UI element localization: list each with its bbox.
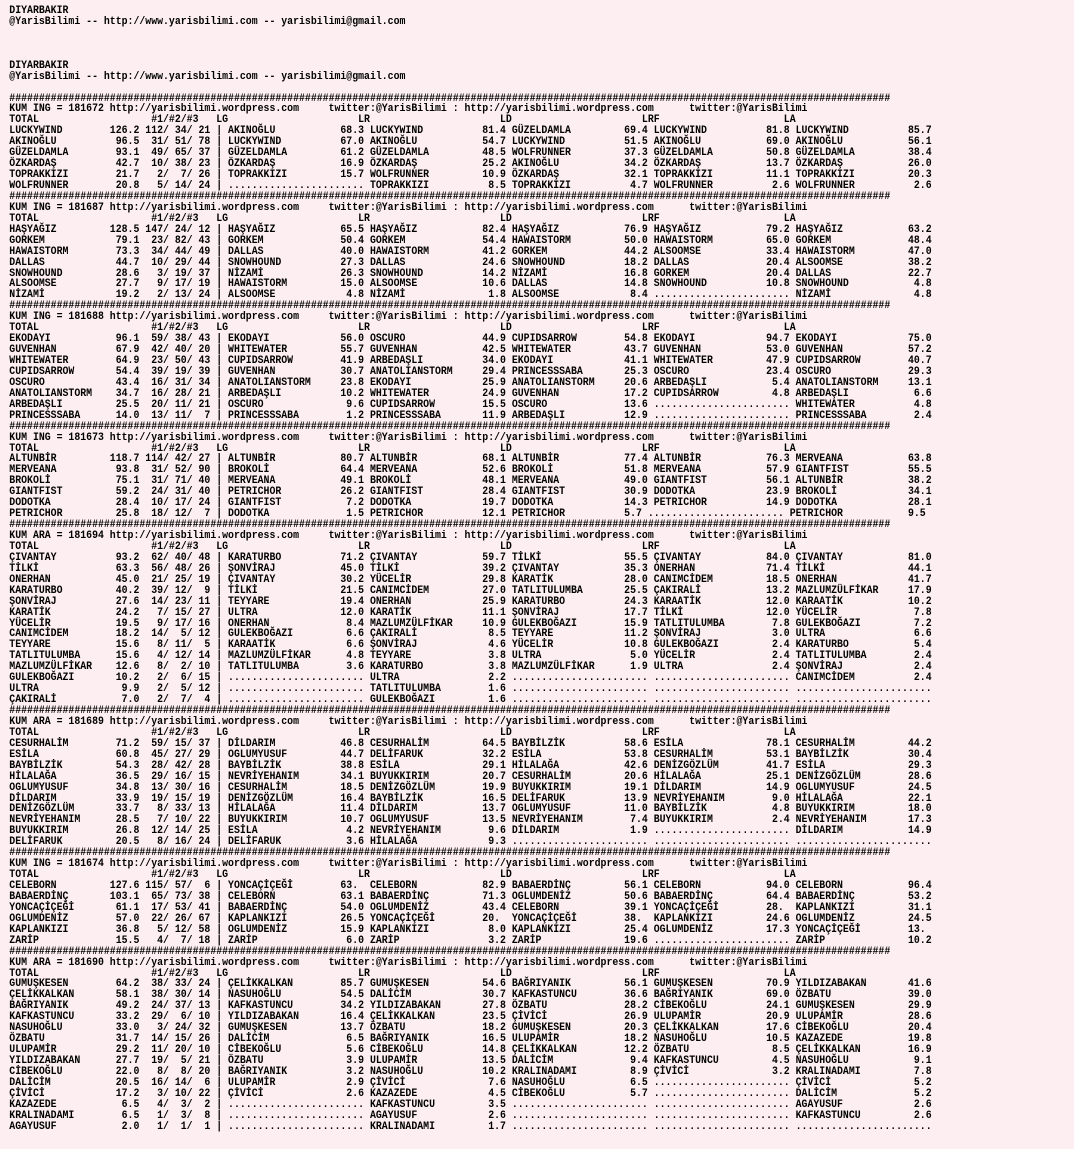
text-line: CESURHALİM 71.2 59/ 15/ 37 | DİLDARIM 46.8 CESURHALİM 64.5 BAYBİLZİK 58.6 ESİLA 78.1 CESURHALİM 44.2 [9,737,932,750]
text-line: KARATİK 24.2 7/ 15/ 27 | ULTRA 12.0 KARATİK 11.1 ŞONVİRAJ 17.7 TİLKİ 12.0 YÜCELİR 7.8 [9,606,932,619]
text-line: KUM ING = 181687 http://yarisbilimi.wordpress.com twitter:@YarisBilimi : http://yarisbilimi.wordpress.com twitter:@YarisBilimi [9,201,808,214]
text-line: HİLALAĞA 36.5 29/ 16/ 15 | NEVRİYEHANIM 34.1 BUYUKKIRIM 20.7 CESURHALİM 20.6 HİLALAĞA 25.1 DENİZGÖZLÜM 28.6 [9,770,932,783]
text-line [9,83,999,94]
text-line: DİLDARIM 33.9 19/ 15/ 19 | DENİZGÖZLÜM 16.4 BAYBİLZİK 16.5 DELİFARUK 13.9 NEVRİYEHANIM 9.0 HİLALAĞA 22.1 [9,792,932,805]
text-line: ##################################################################################################################################################### [9,92,891,105]
text-line: DODOTKA 28.4 10/ 17/ 24 | GIANTFIST 7.2 DODOTKA 19.7 DODOTKA 14.3 PETRICHOR 14.9 DODOTKA 28.1 [9,497,932,510]
text-line: NEVRİYEHANIM 28.5 7/ 10/ 22 | BUYUKKIRIM 10.7 OGLUMYUSUF 13.5 NEVRİYEHANIM 7.4 BUYUKKIRIM 2.4 NEVRİYEHANIM 17.3 [9,814,932,827]
text-line [9,50,999,61]
text-line: BAYBİLZİK 54.3 28/ 42/ 28 | BAYBİLZİK 38.8 ESİLA 29.1 HİLALAĞA 42.6 DENİZGÖZLÜM 41.7 ESİLA 29.3 [9,759,932,772]
text-line: KAZAZEDE 6.5 4/ 3/ 2 | ....................... KAFKASTUNCU 3.5 ....................... ....................... AGAYUSUF 2.6 [9,1098,932,1111]
text-line: BABAERDİNÇ 103.1 65/ 73/ 38 | CELEBORN 63.1 BABAERDİNÇ 71.3 OGLUMDENİZ 50.6 BABAERDİNÇ 64.4 BABAERDİNÇ 53.2 [9,890,932,903]
text-line: HAWAISTORM 73.3 34/ 44/ 49 | DALLAS 40.0 HAWAISTORM 41.2 GORKEM 44.2 ALSOOMSE 33.4 HAWAISTORM 47.0 [9,245,932,258]
text-line: GÜZELDAMLA 93.1 49/ 65/ 37 | GÜZELDAMLA 61.2 GÜZELDAMLA 48.5 WOLFRUNNER 37.3 GÜZELDAMLA 50.8 GÜZELDAMLA 38.4 [9,147,932,160]
text-line: KUM ARA = 181694 http://yarisbilimi.wordpress.com twitter:@YarisBilimi : http://yarisbilimi.wordpress.com twitter:@YarisBilimi [9,530,808,542]
text-line: DENİZGÖZLÜM 33.7 8/ 33/ 13 | HİLALAĞA 11.4 DİLDARIM 13.7 OGLUMYUSUF 11.0 BAYBİLZİK 4.8 BUYUKKIRIM 18.0 [9,803,932,816]
text-line: OGLUMDENİZ 57.0 22/ 26/ 67 | KAPLANKIZI 26.5 YONCAÇİÇEĞİ 20. YONCAÇİÇEĞİ 38. KAPLANKIZI 24.6 OGLUMDENİZ 24.5 [9,912,932,925]
text-line: TOTAL #1/#2/#3 LG LR LD LRF LA [9,322,796,335]
text-line: MAZLUMZÜLFİKAR 12.6 8/ 2/ 10 | TATLITULUMBA 3.6 KARATURBO 3.8 MAZLUMZÜLFİKAR 1.9 ULTRA 2.4 ŞONVİRAJ 2.4 [9,661,932,674]
text-line: KAFKASTUNCU 33.2 29/ 6/ 10 | YILDIZABAKAN 16.4 ÇELİKKALKAN 23.5 ÇİVİCİ 26.9 ULUPAMİR 20.9 ULUPAMİR 28.6 [9,1011,932,1024]
text-line: ANATOLIANSTORM 34.7 16/ 28/ 21 | ARBEDAŞLI 10.2 WHITEWATER 24.9 GUVENHAN 17.2 CUPIDSARROW 4.8 ARBEDAŞLI 6.6 [9,387,932,400]
text-line: KUM ING = 181688 http://yarisbilimi.wordpress.com twitter:@YarisBilimi : http://yarisbilimi.wordpress.com twitter:@YarisBilimi [9,311,808,324]
text-line: ÖZKARDAŞ 42.7 10/ 38/ 23 | ÖZKARDAŞ 16.9 ÖZKARDAŞ 25.2 AKINOĞLU 34.2 ÖZKARDAŞ 13.7 ÖZKARDAŞ 26.0 [9,158,932,171]
text-line: GUMUŞKESEN 64.2 38/ 33/ 24 | ÇELİKKALKAN 85.7 GUMUŞKESEN 54.6 BAĞRIYANIK 56.1 GUMUŞKESEN 70.9 YILDIZABAKAN 41.6 [9,978,932,991]
text-line: YILDIZABAKAN 27.7 19/ 5/ 21 | ÖZBATU 3.9 ULUPAMİR 13.5 DALİCİM 9.4 KAFKASTUNCU 4.5 NASUHOĞLU 9.1 [9,1055,932,1067]
text-line: NASUHOĞLU 33.0 3/ 24/ 32 | GUMUŞKESEN 13.7 ÖZBATU 18.2 GUMUŞKESEN 20.3 ÇELİKKALKAN 17.6 CİBEKOĞLU 20.4 [9,1022,932,1035]
text-line: KARATURBO 40.2 39/ 12/ 9 | TİLKİ 21.5 CANIMCİDEM 27.0 TATLITULUMBA 25.5 ÇAKIRALİ 13.2 MAZLUMZÜLFİKAR 17.9 [9,584,932,597]
text-line: PETRICHOR 25.8 18/ 12/ 7 | DODOTKA 1.5 PETRICHOR 12.1 PETRICHOR 5.7 ....................... PETRICHOR 9.5 [9,508,926,521]
text-line: DELİFARUK 20.5 8/ 16/ 24 | DELİFARUK 3.6 HİLALAĞA 9.3 ....................... ....................... ....................... [9,836,932,849]
text-line: ÇELİKKALKAN 58.1 38/ 30/ 14 | NASUHOĞLU 54.5 DALİCİM 30.7 KAFKASTUNCU 36.6 BAĞRIYANIK 69.0 ÖZBATU 39.0 [9,989,932,1002]
text-line: ŞONVİRAJ 27.6 14/ 23/ 11 | TEYYARE 19.4 ONERHAN 25.9 KARATURBO 24.3 KARAATİK 12.0 KARAATİK 10.2 [9,595,932,608]
text-line: ##################################################################################################################################################### [9,519,891,532]
text-line: TATLITULUMBA 15.6 4/ 12/ 14 | MAZLUMZÜLFİKAR 4.8 TEYYARE 3.8 ULTRA 5.0 YÜCELİR 2.4 TATLITULUMBA 2.4 [9,650,932,663]
text-line: KUM ING = 181674 http://yarisbilimi.wordpress.com twitter:@YarisBilimi : http://yarisbilimi.wordpress.com twitter:@YarisBilimi [9,858,808,871]
text-line: ARBEDAŞLI 25.5 20/ 11/ 21 | OSCURO 9.6 CUPIDSARROW 15.5 OSCURO 13.6 ....................... WHITEWATER 4.8 [9,398,932,411]
text-line: TİLKİ 63.3 56/ 48/ 26 | ŞONVİRAJ 45.0 TİLKİ 39.2 ÇIVANTAY 35.3 ONERHAN 71.4 TİLKİ 44.1 [9,562,932,575]
text-line: KUM ARA = 181689 http://yarisbilimi.wordpress.com twitter:@YarisBilimi : http://yarisbilimi.wordpress.com twitter:@YarisBilimi [9,715,808,728]
text-line: ESİLA 60.8 45/ 27/ 29 | OGLUMYUSUF 44.7 DELİFARUK 32.2 ESİLA 53.8 CESURHALİM 53.1 BAYBİLZİK 30.4 [9,748,932,761]
text-line: TOTAL #1/#2/#3 LG LR LD LRF LA [9,540,796,553]
text-line: CANIMCİDEM 18.2 14/ 5/ 12 | GULEKBOĞAZI 6.6 ÇAKIRALİ 8.5 TEYYARE 11.2 ŞONVİRAJ 3.0 ULTRA 6.6 [9,628,932,641]
text-line: BUYUKKIRIM 26.8 12/ 14/ 25 | ESİLA 4.2 NEVRİYEHANIM 9.6 DİLDARIM 1.9 ....................... DİLDARIM 14.9 [9,825,932,838]
text-line: CELEBORN 127.6 115/ 57/ 6 | YONCAÇİÇEĞİ 63. CELEBORN 82.9 BABAERDİNÇ 56.1 CELEBORN 94.0 CELEBORN 96.4 [9,880,932,892]
text-line: TOTAL #1/#2/#3 LG LR LD LRF LA [9,114,796,127]
text-line: BROKOLİ 75.1 31/ 71/ 40 | MERVEANA 49.1 BROKOLİ 48.1 MERVEANA 49.0 GIANTFIST 56.1 ALTUNBİR 38.2 [9,475,932,488]
text-line: CİBEKOĞLU 22.0 8/ 8/ 20 | BAĞRIYANIK 3.2 NASUHOĞLU 10.2 KRALINADAMI 8.9 ÇİVİCİ 3.2 KRALINADAMI 7.8 [9,1065,932,1078]
text-line: HAŞYAĞIZ 128.5 147/ 24/ 12 | HAŞYAĞIZ 65.5 HAŞYAĞIZ 82.4 HAŞYAĞIZ 76.9 HAŞYAĞIZ 79.2 HAŞYAĞIZ 63.2 [9,223,932,236]
text-line: WHITEWATER 64.9 23/ 50/ 43 | CUPIDSARROW 41.9 ARBEDAŞLI 34.0 EKODAYI 41.1 WHITEWATER 47.9 CUPIDSARROW 40.7 [9,355,932,367]
text-line: GULEKBOĞAZI 10.2 2/ 6/ 15 | ....................... ULTRA 2.2 ....................... ....................... CANIMCİDEM 2.4 [9,672,932,685]
text-line: ULTRA 9.9 2/ 5/ 12 | ....................... TATLITULUMBA 1.6 ....................... ....................... ....................... [9,683,932,696]
text-line: TOTAL #1/#2/#3 LG LR LD LRF LA [9,967,796,980]
text-line: TOPRAKKIZI 21.7 2/ 7/ 26 | TOPRAKKIZI 15.7 WOLFRUNNER 10.9 ÖZKARDAŞ 32.1 TOPRAKKIZI 11.1 TOPRAKKIZI 20.3 [9,169,932,182]
text-line: KAPLANKIZI 36.8 5/ 12/ 58 | OGLUMDENİZ 15.9 KAPLANKIZI 8.0 KAPLANKIZI 25.4 OGLUMDENİZ 17.3 YONCAÇİÇEĞİ 13. [9,923,926,936]
text-line: ##################################################################################################################################################### [9,300,891,313]
text-line: TOTAL #1/#2/#3 LG LR LD LRF LA [9,442,796,455]
text-line: DALİCİM 20.5 16/ 14/ 6 | ULUPAMİR 2.9 ÇİVİCİ 7.6 NASUHOĞLU 6.5 ....................... ÇİVİCİ 5.2 [9,1076,932,1089]
text-line: OSCURO 43.4 16/ 31/ 34 | ANATOLIANSTORM 23.8 EKODAYI 25.9 ANATOLIANSTORM 20.6 ARBEDAŞLI 5.4 ANATOLIANSTORM 13.1 [9,376,932,389]
text-line: @YarisBilimi -- http://www.yarisbilimi.com -- yarisbilimi@gmail.com [9,15,406,28]
text-line: OGLUMYUSUF 34.8 13/ 30/ 16 | CESURHALİM 18.5 DENİZGÖZLÜM 19.9 BUYUKKIRIM 19.1 DİLDARIM 14.9 OGLUMYUSUF 24.5 [9,781,932,794]
text-line: AGAYUSUF 2.0 1/ 1/ 1 | ....................... KRALINADAMI 1.7 ....................... ....................... ....................... [9,1120,932,1133]
text-line: ULUPAMİR 29.2 11/ 20/ 10 | CİBEKOĞLU 5.6 CİBEKOĞLU 14.8 ÇELİKKALKAN 12.2 ÖZBATU 8.5 ÇELİKKALKAN 16.9 [9,1044,932,1057]
text-line: MERVEANA 93.8 31/ 52/ 90 | BROKOLİ 64.4 MERVEANA 52.6 BROKOLİ 51.8 MERVEANA 57.9 GIANTFIST 55.5 [9,464,932,477]
text-line [9,28,999,39]
text-line: KUM ING = 181672 http://yarisbilimi.wordpress.com twitter:@YarisBilimi : http://yarisbilimi.wordpress.com twitter:@YarisBilimi [9,103,808,116]
text-line: KUM ARA = 181690 http://yarisbilimi.wordpress.com twitter:@YarisBilimi : http://yarisbilimi.wordpress.com twitter:@YarisBilimi [9,956,808,969]
text-line: ##################################################################################################################################################### [9,847,891,860]
text-line: ALTUNBİR 118.7 114/ 42/ 27 | ALTUNBİR 80.7 ALTUNBİR 68.1 ALTUNBİR 77.4 ALTUNBİR 76.3 MERVEANA 63.8 [9,453,932,466]
text-line: ÖZBATU 31.7 14/ 15/ 26 | DALİCİM 6.5 BAĞRIYANIK 16.5 ULUPAMİR 18.2 NASUHOĞLU 10.5 KAZAZEDE 19.8 [9,1033,932,1046]
text-line: YONCAÇİÇEĞİ 61.1 17/ 53/ 41 | BABAERDİNÇ 54.0 OGLUMDENİZ 43.4 CELEBORN 39.1 YONCAÇİÇEĞİ 28. KAPLANKIZI 31.1 [9,901,932,914]
text-line: ZARİP 15.5 4/ 7/ 18 | ZARİP 6.0 ZARİP 3.2 ZARİP 19.6 ....................... ZARİP 10.2 [9,934,932,947]
text-line: DIYARBAKIR [9,5,69,17]
text-line: GORKEM 79.1 23/ 82/ 43 | GORKEM 50.4 GORKEM 54.4 HAWAISTORM 50.0 HAWAISTORM 65.0 GORKEM 48.4 [9,234,932,247]
text-line: ##################################################################################################################################################### [9,945,891,958]
text-line: ONERHAN 45.0 21/ 25/ 19 | ÇIVANTAY 30.2 YÜCELİR 29.8 KARATİK 28.0 CANIMCİDEM 18.5 ONERHAN 41.7 [9,573,932,586]
text-line: TOTAL #1/#2/#3 LG LR LD LRF LA [9,212,796,225]
text-line: DALLAS 44.7 10/ 29/ 44 | SNOWHOUND 27.3 DALLAS 24.6 SNOWHOUND 18.2 DALLAS 20.4 ALSOOMSE 38.2 [9,256,932,269]
text-line: ÇIVANTAY 93.2 62/ 40/ 48 | KARATURBO 71.2 ÇIVANTAY 59.7 TİLKİ 55.5 ÇIVANTAY 84.0 ÇIVANTAY 81.0 [9,551,932,564]
text-line: ##################################################################################################################################################### [9,190,891,203]
text-line: KUM ING = 181673 http://yarisbilimi.wordpress.com twitter:@YarisBilimi : http://yarisbilimi.wordpress.com twitter:@YarisBilimi [9,431,808,444]
text-line: NİZAMİ 19.2 2/ 13/ 24 | ALSOOMSE 4.8 NİZAMİ 1.8 ALSOOMSE 8.4 ....................... NİZAMİ 4.8 [9,289,932,302]
text-line: ÇAKIRALİ 7.0 2/ 7/ 4 | ....................... GULEKBOĞAZI 1.6 ....................... ....................... ....................... [9,694,932,707]
text-line: GIANTFIST 59.2 24/ 31/ 40 | PETRICHOR 26.2 GIANTFIST 28.4 GIANTFIST 30.9 DODOTKA 23.9 BROKOLİ 34.1 [9,486,932,499]
text-line: TOTAL #1/#2/#3 LG LR LD LRF LA [9,869,796,882]
text-line: TOTAL #1/#2/#3 LG LR LD LRF LA [9,726,796,739]
text-line: @YarisBilimi -- http://www.yarisbilimi.com -- yarisbilimi@gmail.com [9,70,406,83]
text-line: AKINOĞLU 96.5 31/ 51/ 78 | LUCKYWIND 67.0 AKINOĞLU 54.7 LUCKYWIND 51.5 AKINOĞLU 69.0 AKINOĞLU 56.1 [9,136,932,149]
text-line: TEYYARE 15.6 8/ 11/ 5 | KARAATİK 6.6 ŞONVİRAJ 4.6 YÜCELİR 10.8 GULEKBOĞAZI 2.4 KARATURBO 5.4 [9,639,932,652]
text-line: ÇİVİCİ 17.2 3/ 10/ 22 | ÇİVİCİ 2.6 KAZAZEDE 4.5 CİBEKOĞLU 5.7 ....................... DALİCİM 5.2 [9,1087,932,1100]
text-line: GUVENHAN 67.9 42/ 40/ 20 | WHITEWATER 55.7 GUVENHAN 42.5 WHITEWATER 43.7 GUVENHAN 53.0 GUVENHAN 57.2 [9,344,932,357]
text-line: BAĞRIYANIK 49.2 24/ 37/ 13 | KAFKASTUNCU 34.2 YILDIZABAKAN 27.8 ÖZBATU 28.2 CİBEKOĞLU 24.1 GUMUŞKESEN 29.9 [9,1000,932,1013]
text-line: SNOWHOUND 28.6 3/ 19/ 37 | NİZAMİ 26.3 SNOWHOUND 14.2 NİZAMİ 16.8 GORKEM 20.4 DALLAS 22.7 [9,267,932,280]
text-line: LUCKYWIND 126.2 112/ 34/ 21 | AKINOĞLU 68.3 LUCKYWIND 81.4 GÜZELDAMLA 69.4 LUCKYWIND 81.8 LUCKYWIND 85.7 [9,125,932,138]
text-line: CUPIDSARROW 54.4 39/ 19/ 39 | GUVENHAN 30.7 ANATOLIANSTORM 29.4 PRINCESSSABA 25.3 OSCURO 23.4 OSCURO 29.3 [9,365,932,378]
text-line: DIYARBAKIR [9,59,69,72]
text-line: ALSOOMSE 27.7 9/ 17/ 19 | HAWAISTORM 15.0 ALSOOMSE 10.6 DALLAS 14.8 SNOWHOUND 10.8 SNOWHOUND 4.8 [9,278,932,291]
text-line: ##################################################################################################################################################### [9,705,891,717]
text-line: KRALINADAMI 6.5 1/ 3/ 8 | ....................... AGAYUSUF 2.6 ....................... ....................... KAFKASTUNCU 2.6 [9,1109,932,1122]
text-line: YÜCELİR 19.5 9/ 17/ 16 | ONERHAN 8.4 MAZLUMZÜLFİKAR 10.9 GULEKBOĞAZI 15.9 TATLITULUMBA 7.8 GULEKBOĞAZI 7.2 [9,617,932,630]
text-line [9,39,999,50]
text-line: ##################################################################################################################################################### [9,420,891,433]
text-line: WOLFRUNNER 20.8 5/ 14/ 24 | ....................... TOPRAKKIZI 8.5 TOPRAKKIZI 4.7 WOLFRUNNER 2.6 WOLFRUNNER 2.6 [9,180,932,192]
text-line: EKODAYI 96.1 59/ 38/ 43 | EKODAYI 56.0 OSCURO 44.9 CUPIDSARROW 54.8 EKODAYI 94.7 EKODAYI 75.0 [9,333,932,346]
text-line: PRINCESSSABA 14.0 13/ 11/ 7 | PRINCESSSABA 1.2 PRINCESSSABA 11.9 ARBEDAŞLI 12.9 ....................... PRINCESSSABA 2.4 [9,409,932,422]
